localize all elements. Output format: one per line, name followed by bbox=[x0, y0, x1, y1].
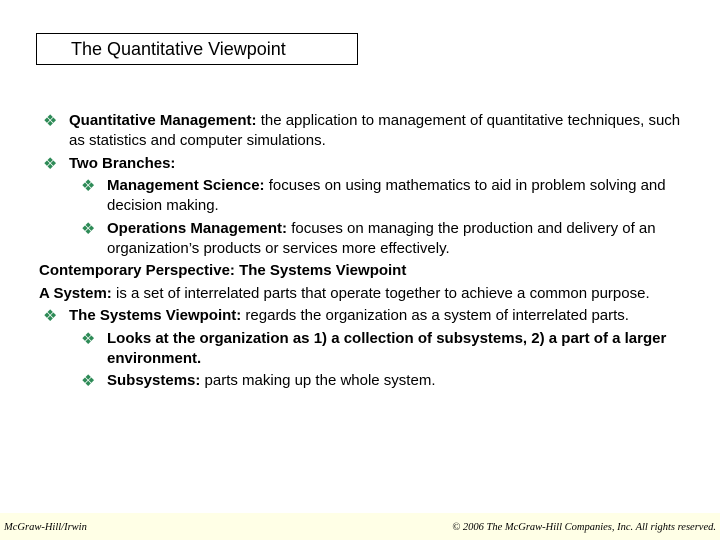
list-item bbox=[43, 329, 683, 369]
list-item bbox=[43, 306, 683, 326]
item-text: focuses on using mathematics to aid in problem solving and decision making. bbox=[107, 177, 666, 214]
slide-content bbox=[39, 111, 683, 394]
item-text: parts making up the whole system. bbox=[200, 372, 436, 389]
slide-footer bbox=[0, 513, 720, 540]
diamond-bullet-icon: ❖ bbox=[81, 328, 96, 348]
item-heading: Operations Management: bbox=[107, 219, 288, 237]
list-item bbox=[39, 261, 683, 281]
list-item bbox=[43, 111, 683, 151]
item-text: focuses on managing the production and delivery of an organization’s products or services more effectively. bbox=[107, 219, 656, 257]
diamond-bullet-icon: ❖ bbox=[43, 153, 58, 173]
item-heading: Management Science: bbox=[107, 177, 265, 194]
diamond-bullet-icon: ❖ bbox=[81, 218, 96, 238]
item-heading: A System: bbox=[39, 284, 112, 302]
diamond-bullet-icon: ❖ bbox=[43, 111, 58, 130]
item-heading: The Systems Viewpoint: bbox=[69, 307, 242, 324]
list-item bbox=[39, 284, 683, 304]
item-heading: Quantitative Management: bbox=[69, 112, 257, 129]
item-heading: Two Branches: bbox=[69, 154, 176, 172]
item-text: regards the organization as a system of interrelated parts. bbox=[241, 307, 629, 324]
item-heading: Subsystems: bbox=[107, 372, 201, 389]
list-item bbox=[43, 371, 683, 391]
section-heading: Contemporary Perspective: The Systems Viewpoint bbox=[39, 262, 407, 279]
copyright-notice: © 2006 The McGraw-Hill Companies, Inc. All rights reserved. bbox=[452, 522, 716, 533]
list-item bbox=[43, 154, 683, 174]
diamond-bullet-icon: ❖ bbox=[81, 371, 96, 390]
list-item bbox=[43, 176, 683, 216]
list-item bbox=[43, 219, 683, 259]
diamond-bullet-icon: ❖ bbox=[43, 306, 58, 325]
item-text: is a set of interrelated parts that operate together to achieve a common purpose. bbox=[111, 284, 650, 302]
item-text: the application to management of quantitative techniques, such as statistics and computer simulations. bbox=[69, 112, 681, 149]
diamond-bullet-icon: ❖ bbox=[81, 176, 96, 195]
slide-title: The Quantitative Viewpoint bbox=[36, 33, 358, 65]
publisher-label: McGraw-Hill/Irwin bbox=[4, 522, 87, 533]
item-heading: Looks at the organization as 1) a collection of subsystems, 2) a part of a larger environment. bbox=[107, 329, 667, 367]
